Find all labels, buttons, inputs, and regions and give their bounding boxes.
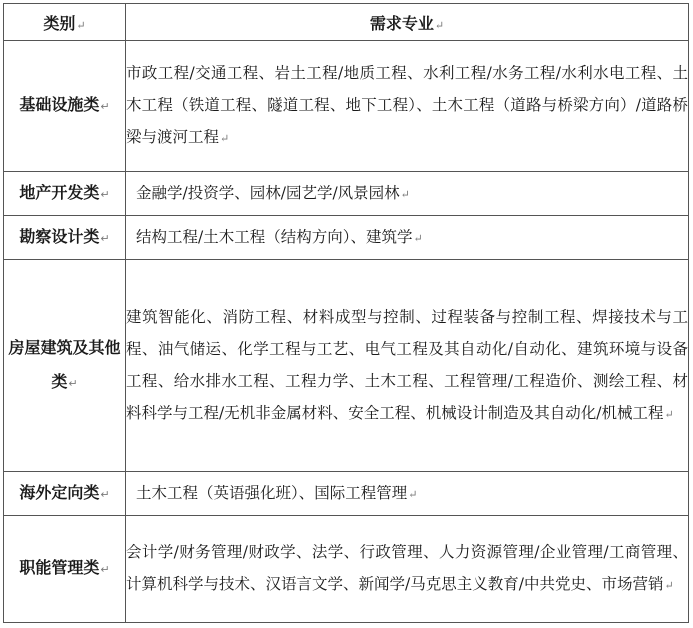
header-row <box>4 4 689 41</box>
table-row <box>4 216 689 260</box>
majors-cell: 市政工程/交通工程、岩土工程/地质工程、水利工程/水务工程/水利水电工程、土木工程（铁道工程、隧道工程、地下工程）、土木工程（道路与桥梁方向）/道路桥梁与渡河工程↵ <box>126 41 689 172</box>
majors-cell: 建筑智能化、消防工程、材料成型与控制、过程装备与控制工程、焊接技术与工程、油气储运、化学工程与工艺、电气工程及其自动化/自动化、建筑环境与设备工程、给水排水工程、工程力学、土木工程、工程管理/工程造价、测绘工程、材料科学与工程/无机非金属材料、安全工程、机械设计制造及其自动化/机械工程↵ <box>126 260 689 472</box>
paragraph-mark-icon: ↵ <box>100 487 110 501</box>
category-cell: 勘察设计类↵ <box>4 216 126 260</box>
category-cell: 基础设施类↵ <box>4 41 126 172</box>
paragraph-mark-icon: ↵ <box>100 563 110 576</box>
table-row <box>4 516 689 623</box>
category-cell: 房屋建筑及其他类↵ <box>4 260 126 472</box>
table-row <box>4 472 689 516</box>
category-cell: 地产开发类↵ <box>4 172 126 216</box>
category-cell: 职能管理类↵ <box>4 516 126 623</box>
majors-cell: 土木工程（英语强化班）、国际工程管理↵ <box>126 472 689 516</box>
majors-cell: 金融学/投资学、园林/园艺学/风景园林↵ <box>126 172 689 216</box>
table-row <box>4 172 689 216</box>
header-majors: 需求专业↵ <box>126 4 689 41</box>
paragraph-mark-icon: ↵ <box>664 407 674 421</box>
majors-cell: 结构工程/土木工程（结构方向）、建筑学↵ <box>126 216 689 260</box>
paragraph-mark-icon: ↵ <box>400 187 410 201</box>
paragraph-mark-icon: ↵ <box>664 579 674 592</box>
category-cell: 海外定向类↵ <box>4 472 126 516</box>
paragraph-mark-icon: ↵ <box>413 231 423 245</box>
table-row <box>4 41 689 172</box>
header-category: 类别↵ <box>4 4 126 41</box>
paragraph-mark-icon: ↵ <box>100 100 110 113</box>
paragraph-mark-icon: ↵ <box>76 18 86 32</box>
majors-cell: 会计学/财务管理/财政学、法学、行政管理、人力资源管理/企业管理/工商管理、计算机科学与技术、汉语言文学、新闻学/马克思主义教育/中共党史、市场营销↵ <box>126 516 689 623</box>
paragraph-mark-icon: ↵ <box>434 18 445 32</box>
majors-table <box>3 3 689 623</box>
paragraph-mark-icon: ↵ <box>408 487 418 501</box>
paragraph-mark-icon: ↵ <box>68 376 78 390</box>
paragraph-mark-icon: ↵ <box>100 231 110 245</box>
paragraph-mark-icon: ↵ <box>100 187 110 201</box>
table-row <box>4 260 689 472</box>
paragraph-mark-icon: ↵ <box>220 132 230 145</box>
